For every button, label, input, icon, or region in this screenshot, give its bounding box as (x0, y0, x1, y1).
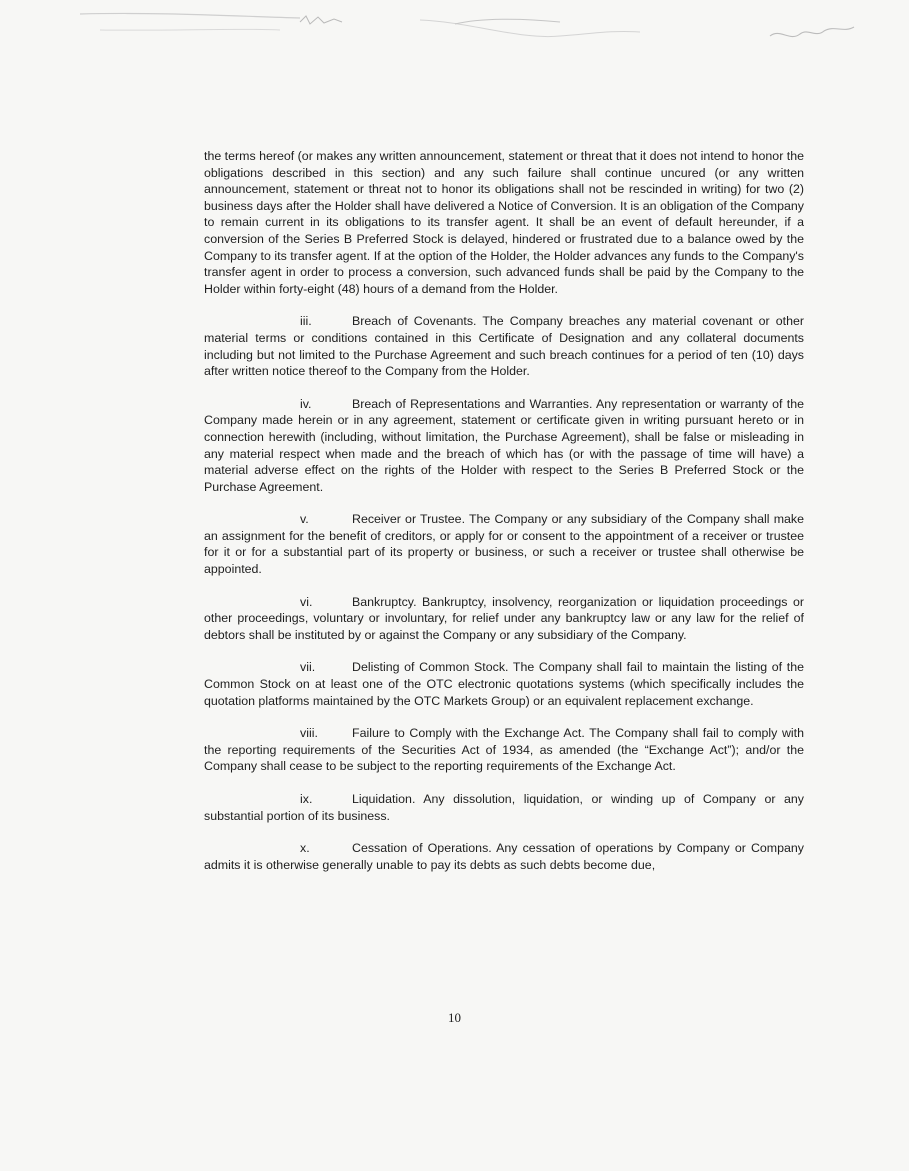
scan-artifact-header (0, 0, 909, 60)
item-number: vii. (300, 660, 316, 675)
item-number: vi. (300, 594, 313, 609)
page-number: 10 (448, 1010, 461, 1025)
item-text: Delisting of Common Stock. The Company shall fail to maintain the listing of the Common Stock on at least one of the OTC electronic quotations systems (which specifically includes the quotation platforms maintained by the OTC Markets Group) or an equivalent replacement exchange. (204, 660, 804, 708)
item-text: Breach of Covenants. The Company breaches any material covenant or other material terms or conditions contained in this Certificate of Designation and any collateral documents including but not limited to the Purchase Agreement and such breach continues for a period of ten (10) days after written notice thereof to the Company from the Holder. (204, 314, 804, 379)
section-item (204, 396, 804, 496)
item-text: Cessation of Operations. Any cessation of operations by Company or Company admits it is otherwise generally unable to pay its debts as such debts become due, (204, 841, 804, 872)
intro-paragraph: the terms hereof (or makes any written announcement, statement or threat that it does not intend to honor the obligations described in this section) and any such failure shall continue uncured (or any written announcement, statement or threat not to honor its obligations shall not be rescinded in writing) for two (2) business days after the Holder shall have delivered a Notice of Conversion. It is an obligation of the Company to remain current in its obligations to its transfer agent. It shall be an event of default hereunder, if a conversion of the Series B Preferred Stock is delayed, hindered or frustrated due to a balance owed by the Company to its transfer agent. If at the option of the Holder, the Holder advances any funds to the Company's transfer agent in order to process a conversion, such advanced funds shall be paid by the Company to the Holder within forty-eight (48) hours of a demand from the Holder. (204, 149, 804, 296)
item-number: ix. (300, 792, 313, 806)
document-body (204, 148, 804, 873)
section-item (204, 659, 804, 709)
item-text: Receiver or Trustee. The Company or any subsidiary of the Company shall make an assignment for the benefit of creditors, or apply for or consent to the appointment of a receiver or trustee for it or for a substantial part of its property or business, or such a receiver or trustee shall otherwise be appointed. (204, 512, 804, 577)
item-text: Breach of Representations and Warranties. Any representation or warranty of the Company made herein or in any agreement, statement or certificate given in writing pursuant hereto or in connection herewith (including, without limitation, the Purchase Agreement), shall be false or misleading in any material respect when made and the breach of which has (or with the passage of time will have) a material adverse effect on the rights of the Holder with respect to the Series B Preferred Stock or the Purchase Agreement. (204, 396, 804, 494)
item-number: x. (300, 841, 310, 856)
item-text: Failure to Comply with the Exchange Act. The Company shall fail to comply with the reporting requirements of the Securities Act of 1934, as amended (the “Exchange Act”); and/or the Company shall cease to be subject to the reporting requirements of the Exchange Act. (204, 726, 804, 774)
item-number: v. (300, 512, 309, 527)
item-number: iii. (300, 314, 312, 329)
section-item (204, 313, 804, 379)
section-item (204, 840, 804, 873)
item-number: viii. (300, 726, 318, 741)
section-item (204, 725, 804, 775)
section-item (204, 511, 804, 577)
item-number: iv. (300, 396, 312, 411)
item-text: Bankruptcy. Bankruptcy, insolvency, reorganization or liquidation proceedings or other proceedings, voluntary or involuntary, for relief under any bankruptcy law or any law for the relief of debtors shall be instituted by or against the Company or any subsidiary of the Company. (204, 594, 804, 642)
section-item (204, 791, 804, 824)
section-item (204, 594, 804, 644)
item-text: Liquidation. Any dissolution, liquidation, or winding up of Company or any substantial portion of its business. (204, 792, 804, 823)
